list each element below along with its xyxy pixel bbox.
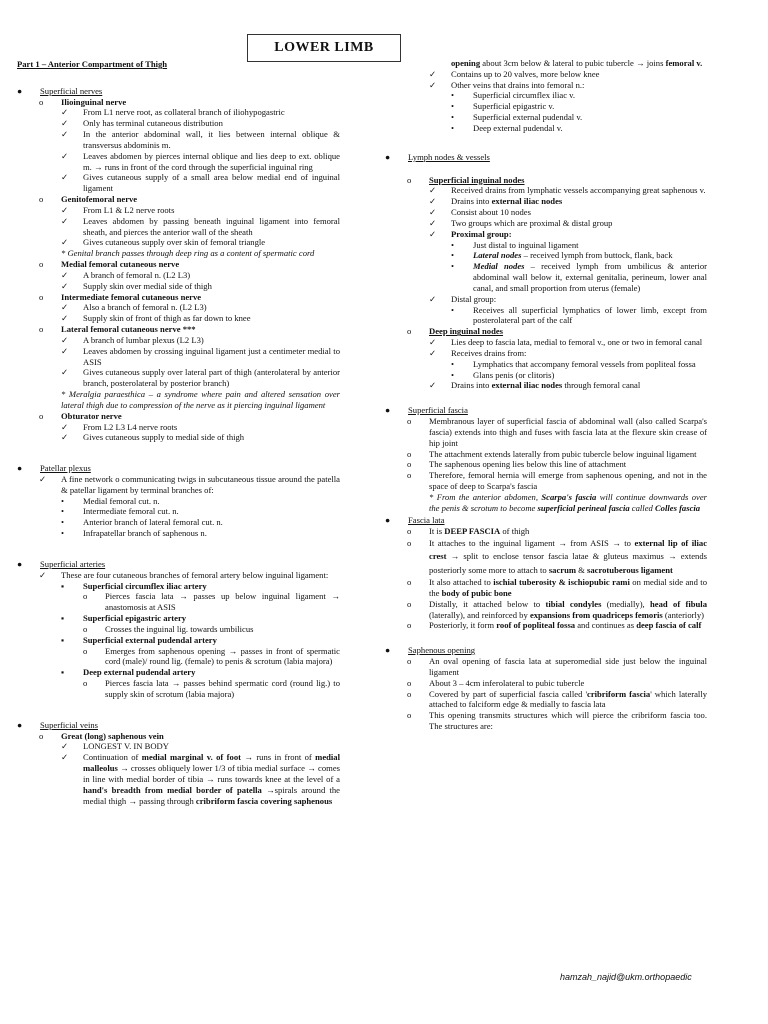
part-title: Part 1 – Anterior Compartment of Thigh bbox=[17, 59, 168, 69]
point: These are four cutaneous branches of femoral artery below inguinal ligament: bbox=[61, 569, 329, 580]
small-bullet-icon: • bbox=[61, 528, 65, 539]
point: Therefore, femoral hernia will emerge from saphenous opening, and not in the space of deep to Scarpa's fascia bbox=[429, 470, 707, 491]
section-heading: Saphenous opening bbox=[408, 645, 476, 656]
point: Other veins that drains into femoral n.: bbox=[451, 79, 585, 90]
list-item: Superficial external pudendal v. bbox=[473, 112, 583, 123]
list-item: Deep external pudendal v. bbox=[473, 122, 563, 133]
check-icon: ✓ bbox=[429, 68, 437, 79]
check-icon: ✓ bbox=[61, 334, 69, 345]
note: * Meralgia paraesthica – a syndrome where pain and altered sensation over lateral thigh due to compression of the nerve as it piercing inguinal ligament bbox=[61, 389, 340, 410]
check-icon: ✓ bbox=[61, 280, 69, 291]
check-icon: ✓ bbox=[61, 118, 69, 129]
point: From L1 nerve root, as collateral branch of iliohypogastric bbox=[83, 107, 285, 118]
point: Two groups which are proximal & distal group bbox=[451, 217, 613, 228]
small-bullet-icon: • bbox=[451, 101, 455, 112]
section-heading: Lymph nodes & vessels bbox=[408, 151, 490, 162]
note: * Genital branch passes through deep ring as a content of spermatic cord bbox=[61, 248, 315, 259]
point: The attachment extends laterally from pubic tubercle below inguinal ligament bbox=[429, 448, 697, 459]
list-item: Glans penis (or clitoris) bbox=[473, 369, 555, 380]
small-bullet-icon: • bbox=[451, 122, 455, 133]
nerve-name: Genitofemoral nerve bbox=[61, 194, 138, 205]
circle-bullet-icon: o bbox=[407, 598, 412, 609]
list-item: Lymphatics that accompany femoral vessels from popliteal fossa bbox=[473, 358, 696, 369]
check-icon: ✓ bbox=[61, 215, 69, 226]
section-heading: Superficial fascia bbox=[408, 405, 468, 416]
section-superficial-veins bbox=[17, 720, 340, 807]
nerve-name: Obturator nerve bbox=[61, 410, 122, 421]
list-item: Superficial epigastric v. bbox=[473, 101, 555, 112]
point: Received drains from lymphatic vessels accompanying great saphenous v. bbox=[451, 185, 706, 196]
list-item: Receives all superficial lymphatics of lower limb, except from posterolateral part of the calf bbox=[473, 304, 707, 326]
point: Distal group: bbox=[451, 293, 497, 304]
list-item: Just distal to inguinal ligament bbox=[473, 239, 579, 250]
point: Emerges from saphenous opening → passes in front of spermatic cord (male)/ round lig. (female) to penis & scrotum (labia majora) bbox=[105, 645, 340, 667]
circle-bullet-icon: o bbox=[83, 678, 88, 689]
small-bullet-icon: • bbox=[451, 369, 455, 380]
point: Gives cutaneous supply over skin of femoral triangle bbox=[83, 237, 266, 248]
circle-bullet-icon: o bbox=[83, 623, 88, 634]
nerve-name: Intermediate femoral cutaneous nerve bbox=[61, 291, 202, 302]
check-icon: ✓ bbox=[429, 185, 437, 196]
check-icon: ✓ bbox=[429, 79, 437, 90]
check-icon: ✓ bbox=[39, 473, 47, 484]
section-heading: Superficial nerves bbox=[40, 85, 103, 96]
point: LONGEST V. IN BODY bbox=[83, 741, 169, 752]
point: It attaches to the inguinal ligament → from ASIS → to external lip of iliac crest → split to enclose tensor fascia latae & gluteus maximus → extends posteriorly some more to attach to sacrum & sacrotuberous ligament bbox=[429, 538, 708, 575]
small-bullet-icon: • bbox=[451, 304, 455, 315]
circle-bullet-icon: o bbox=[83, 645, 88, 656]
point: Gives cutaneous supply of a small area below medial end of inguinal ligament bbox=[83, 172, 340, 194]
check-icon: ✓ bbox=[39, 569, 47, 580]
artery-name: Deep external pudendal artery bbox=[83, 667, 196, 678]
section-superficial-arteries bbox=[17, 559, 340, 700]
bullet-icon: ● bbox=[17, 719, 23, 730]
small-bullet-icon: • bbox=[61, 517, 65, 528]
point: Supply skin over medial side of thigh bbox=[83, 280, 212, 291]
point: A branch of femoral n. (L2 L3) bbox=[83, 269, 191, 280]
artery-name: Superficial external pudendal artery bbox=[83, 634, 217, 645]
bullet-icon: ● bbox=[385, 515, 391, 526]
circle-bullet-icon: o bbox=[407, 526, 412, 537]
nerve-name: Ilioinguinal nerve bbox=[61, 96, 127, 107]
circle-bullet-icon: o bbox=[39, 410, 44, 421]
check-icon: ✓ bbox=[61, 421, 69, 432]
artery-name: Superficial epigastric artery bbox=[83, 613, 187, 624]
list-item: Medial femoral cut. n. bbox=[83, 495, 160, 506]
circle-bullet-icon: o bbox=[407, 677, 412, 688]
small-bullet-icon: • bbox=[451, 112, 455, 123]
point: Proximal group: bbox=[451, 228, 512, 239]
check-icon: ✓ bbox=[61, 752, 69, 763]
point: Gives cutaneous supply to medial side of thigh bbox=[83, 432, 245, 443]
section-fascia-lata bbox=[385, 515, 707, 631]
check-icon: ✓ bbox=[61, 129, 69, 140]
check-icon: ✓ bbox=[61, 237, 69, 248]
small-bullet-icon: • bbox=[451, 250, 455, 261]
circle-bullet-icon: o bbox=[407, 326, 412, 337]
square-bullet-icon: ▪ bbox=[61, 580, 65, 591]
list-item: Infrapatellar branch of saphenous n. bbox=[83, 528, 207, 539]
circle-bullet-icon: o bbox=[407, 656, 412, 667]
list-item: Anterior branch of lateral femoral cut. n. bbox=[83, 517, 223, 528]
point: In the anterior abdominal wall, it lies between internal oblique & transversus abdominis m. bbox=[83, 129, 340, 150]
point: A branch of lumbar plexus (L2 L3) bbox=[83, 334, 204, 345]
check-icon: ✓ bbox=[429, 347, 437, 358]
square-bullet-icon: ▪ bbox=[61, 667, 65, 678]
point: It is DEEP FASCIA of thigh bbox=[429, 526, 530, 537]
list-item: Medial nodes – received lymph from umbilicus & anterior abdominal wall below it, external genitalia, perineum, lower anal canal, and small proportion from uterus (female) bbox=[473, 261, 707, 293]
check-icon: ✓ bbox=[61, 432, 69, 443]
check-icon: ✓ bbox=[429, 228, 437, 239]
check-icon: ✓ bbox=[61, 741, 69, 752]
bullet-icon: ● bbox=[17, 463, 23, 474]
point: This opening transmits structures which will pierce the cribriform fascia too. The structures are: bbox=[429, 710, 707, 731]
circle-bullet-icon: o bbox=[407, 688, 412, 699]
bullet-icon: ● bbox=[385, 151, 391, 162]
section-lymph bbox=[385, 152, 707, 391]
circle-bullet-icon: o bbox=[39, 291, 44, 302]
section-patellar-plexus bbox=[17, 463, 340, 539]
section-heading: Superficial arteries bbox=[40, 558, 106, 569]
circle-bullet-icon: o bbox=[39, 194, 44, 205]
note: * From the anterior abdomen, Scarpa's fascia will continue downwards over the penis & scrotum to become superficial perineal fascia called Colles fascia bbox=[429, 491, 707, 513]
square-bullet-icon: ▪ bbox=[61, 634, 65, 645]
circle-bullet-icon: o bbox=[407, 577, 412, 588]
section-superficial-fascia bbox=[385, 405, 707, 513]
circle-bullet-icon: o bbox=[407, 416, 412, 427]
point: It also attached to ischial tuberosity & ischiopubic rami on medial side and to the body of pubic bone bbox=[429, 577, 707, 598]
point: Leaves abdomen by pierces internal oblique and lies deep to ext. oblique m. → runs in front of the cord through the superficial inguinal ring bbox=[83, 150, 340, 172]
check-icon: ✓ bbox=[429, 380, 437, 391]
point: Consist about 10 nodes bbox=[451, 207, 531, 218]
point: Crosses the inguinal lig. towards umbilicus bbox=[105, 623, 254, 634]
point: From L1 & L2 nerve roots bbox=[83, 204, 175, 215]
point: Drains into external iliac nodes bbox=[451, 196, 563, 207]
vein-name: Great (long) saphenous vein bbox=[61, 730, 164, 741]
check-icon: ✓ bbox=[61, 150, 69, 161]
small-bullet-icon: • bbox=[61, 506, 65, 517]
point: Gives cutaneous supply over lateral part of thigh (anterolateral by anterior branch, posterolateral by posterior branch) bbox=[83, 367, 340, 389]
point: Posteriorly, it form roof of popliteal fossa and continues as deep fascia of calf bbox=[429, 620, 702, 631]
point: From L2 L3 L4 nerve roots bbox=[83, 421, 178, 432]
circle-bullet-icon: o bbox=[407, 459, 412, 470]
point: Continuation of medial marginal v. of foot → runs in front of medial malleolus → crosses obliquely lower 1/3 of tibia medial surface → comes in line with medial border of tibia → runs towards knee at the level of a hand's breadth from medial border of patella →spirals around the medial thigh → passing through cribriform fascia covering saphenous bbox=[83, 752, 340, 806]
list-item: Superficial circumflex iliac v. bbox=[473, 90, 576, 101]
page-title: LOWER LIMB bbox=[247, 34, 401, 62]
circle-bullet-icon: o bbox=[407, 538, 412, 549]
right-column bbox=[385, 58, 707, 732]
check-icon: ✓ bbox=[429, 337, 437, 348]
check-icon: ✓ bbox=[61, 204, 69, 215]
section-saphenous-opening bbox=[385, 645, 707, 732]
check-icon: ✓ bbox=[429, 217, 437, 228]
footer-credit: hamzah_najid@ukm.orthopaedic bbox=[560, 972, 692, 982]
point: Also a branch of femoral n. (L2 L3) bbox=[83, 302, 207, 313]
point: Pierces fascia lata → passes behind spermatic cord (round lig.) to supply skin of scrotum (labia majora) bbox=[105, 678, 340, 699]
small-bullet-icon: • bbox=[451, 90, 455, 101]
bullet-icon: ● bbox=[385, 405, 391, 416]
circle-bullet-icon: o bbox=[39, 730, 44, 741]
point: Receives drains from: bbox=[451, 347, 527, 358]
node-group: Superficial inguinal nodes bbox=[429, 174, 525, 185]
circle-bullet-icon: o bbox=[407, 470, 412, 481]
small-bullet-icon: • bbox=[61, 495, 65, 506]
section-heading: Fascia lata bbox=[408, 515, 445, 526]
circle-bullet-icon: o bbox=[407, 448, 412, 459]
node-group: Deep inguinal nodes bbox=[429, 326, 504, 337]
bullet-icon: ● bbox=[17, 85, 23, 96]
check-icon: ✓ bbox=[429, 207, 437, 218]
list-item: Intermediate femoral cut. n. bbox=[83, 506, 179, 517]
point: A fine network o communicating twigs in subcutaneous tissue around the patella & patellar ligament by terminal branches of: bbox=[61, 473, 340, 495]
circle-bullet-icon: o bbox=[39, 324, 44, 335]
small-bullet-icon: • bbox=[451, 239, 455, 250]
circle-bullet-icon: o bbox=[39, 259, 44, 270]
check-icon: ✓ bbox=[61, 172, 69, 183]
bullet-icon: ● bbox=[17, 558, 23, 569]
point: About 3 – 4cm inferolateral to pubic tubercle bbox=[429, 677, 585, 688]
point: Supply skin of front of thigh as far down to knee bbox=[83, 313, 251, 324]
circle-bullet-icon: o bbox=[407, 174, 412, 185]
point: Pierces fascia lata → passes up below inguinal ligament → anastomosis at ASIS bbox=[105, 591, 340, 613]
check-icon: ✓ bbox=[61, 269, 69, 280]
section-superficial-nerves bbox=[17, 86, 340, 443]
section-heading: Patellar plexus bbox=[40, 463, 91, 474]
point: An oval opening of fascia lata at superomedial side just below the inguinal ligament bbox=[429, 656, 707, 677]
circle-bullet-icon: o bbox=[39, 96, 44, 107]
check-icon: ✓ bbox=[61, 367, 69, 378]
artery-name: Superficial circumflex iliac artery bbox=[83, 580, 207, 591]
check-icon: ✓ bbox=[61, 107, 69, 118]
left-column bbox=[17, 59, 340, 806]
point: Contains up to 20 valves, more below knee bbox=[451, 68, 600, 79]
check-icon: ✓ bbox=[61, 345, 69, 356]
point: Leaves abdomen by passing beneath inguinal ligament into femoral sheath, and pierces the anterior wall of the sheath bbox=[83, 215, 340, 237]
point: Distally, it attached below to tibial condyles (medially), head of fibula (laterally), and reinforced by expansions from quadriceps femoris (anteriorly) bbox=[429, 598, 707, 620]
nerve-name: Lateral femoral cutaneous nerve *** bbox=[61, 324, 196, 335]
point: The saphenous opening lies below this line of attachment bbox=[429, 459, 627, 470]
point: Covered by part of superficial fascia called 'cribriform fascia' which laterally attached to falciform edge & medially to fascia lata bbox=[429, 688, 708, 710]
vein-continuation: opening about 3cm below & lateral to pubic tubercle → joins femoral v. bbox=[451, 58, 703, 68]
point: Leaves abdomen by crossing inguinal ligament just a centimeter medial to ASIS bbox=[83, 345, 340, 367]
check-icon: ✓ bbox=[61, 302, 69, 313]
nerve-name: Medial femoral cutaneous nerve bbox=[61, 259, 180, 270]
check-icon: ✓ bbox=[429, 196, 437, 207]
point: Only has terminal cutaneous distribution bbox=[83, 118, 223, 129]
circle-bullet-icon: o bbox=[407, 620, 412, 631]
small-bullet-icon: • bbox=[451, 358, 455, 369]
circle-bullet-icon: o bbox=[83, 591, 88, 602]
check-icon: ✓ bbox=[61, 313, 69, 324]
bullet-icon: ● bbox=[385, 645, 391, 656]
square-bullet-icon: ▪ bbox=[61, 613, 65, 624]
point: Lies deep to fascia lata, medial to femoral v., one or two in femoral canal bbox=[451, 337, 703, 348]
list-item: Lateral nodes – received lymph from buttock, flank, back bbox=[473, 250, 673, 261]
circle-bullet-icon: o bbox=[407, 710, 412, 721]
small-bullet-icon: • bbox=[451, 261, 455, 272]
point: Membranous layer of superficial fascia of abdominal wall (also called Scarpa's fascia) extends into thigh and fuses with fascia lata at the flexure skin crease of hip joint bbox=[429, 416, 707, 448]
check-icon: ✓ bbox=[429, 293, 437, 304]
point: Drains into external iliac nodes through femoral canal bbox=[451, 380, 641, 391]
section-heading: Superficial veins bbox=[40, 719, 98, 730]
